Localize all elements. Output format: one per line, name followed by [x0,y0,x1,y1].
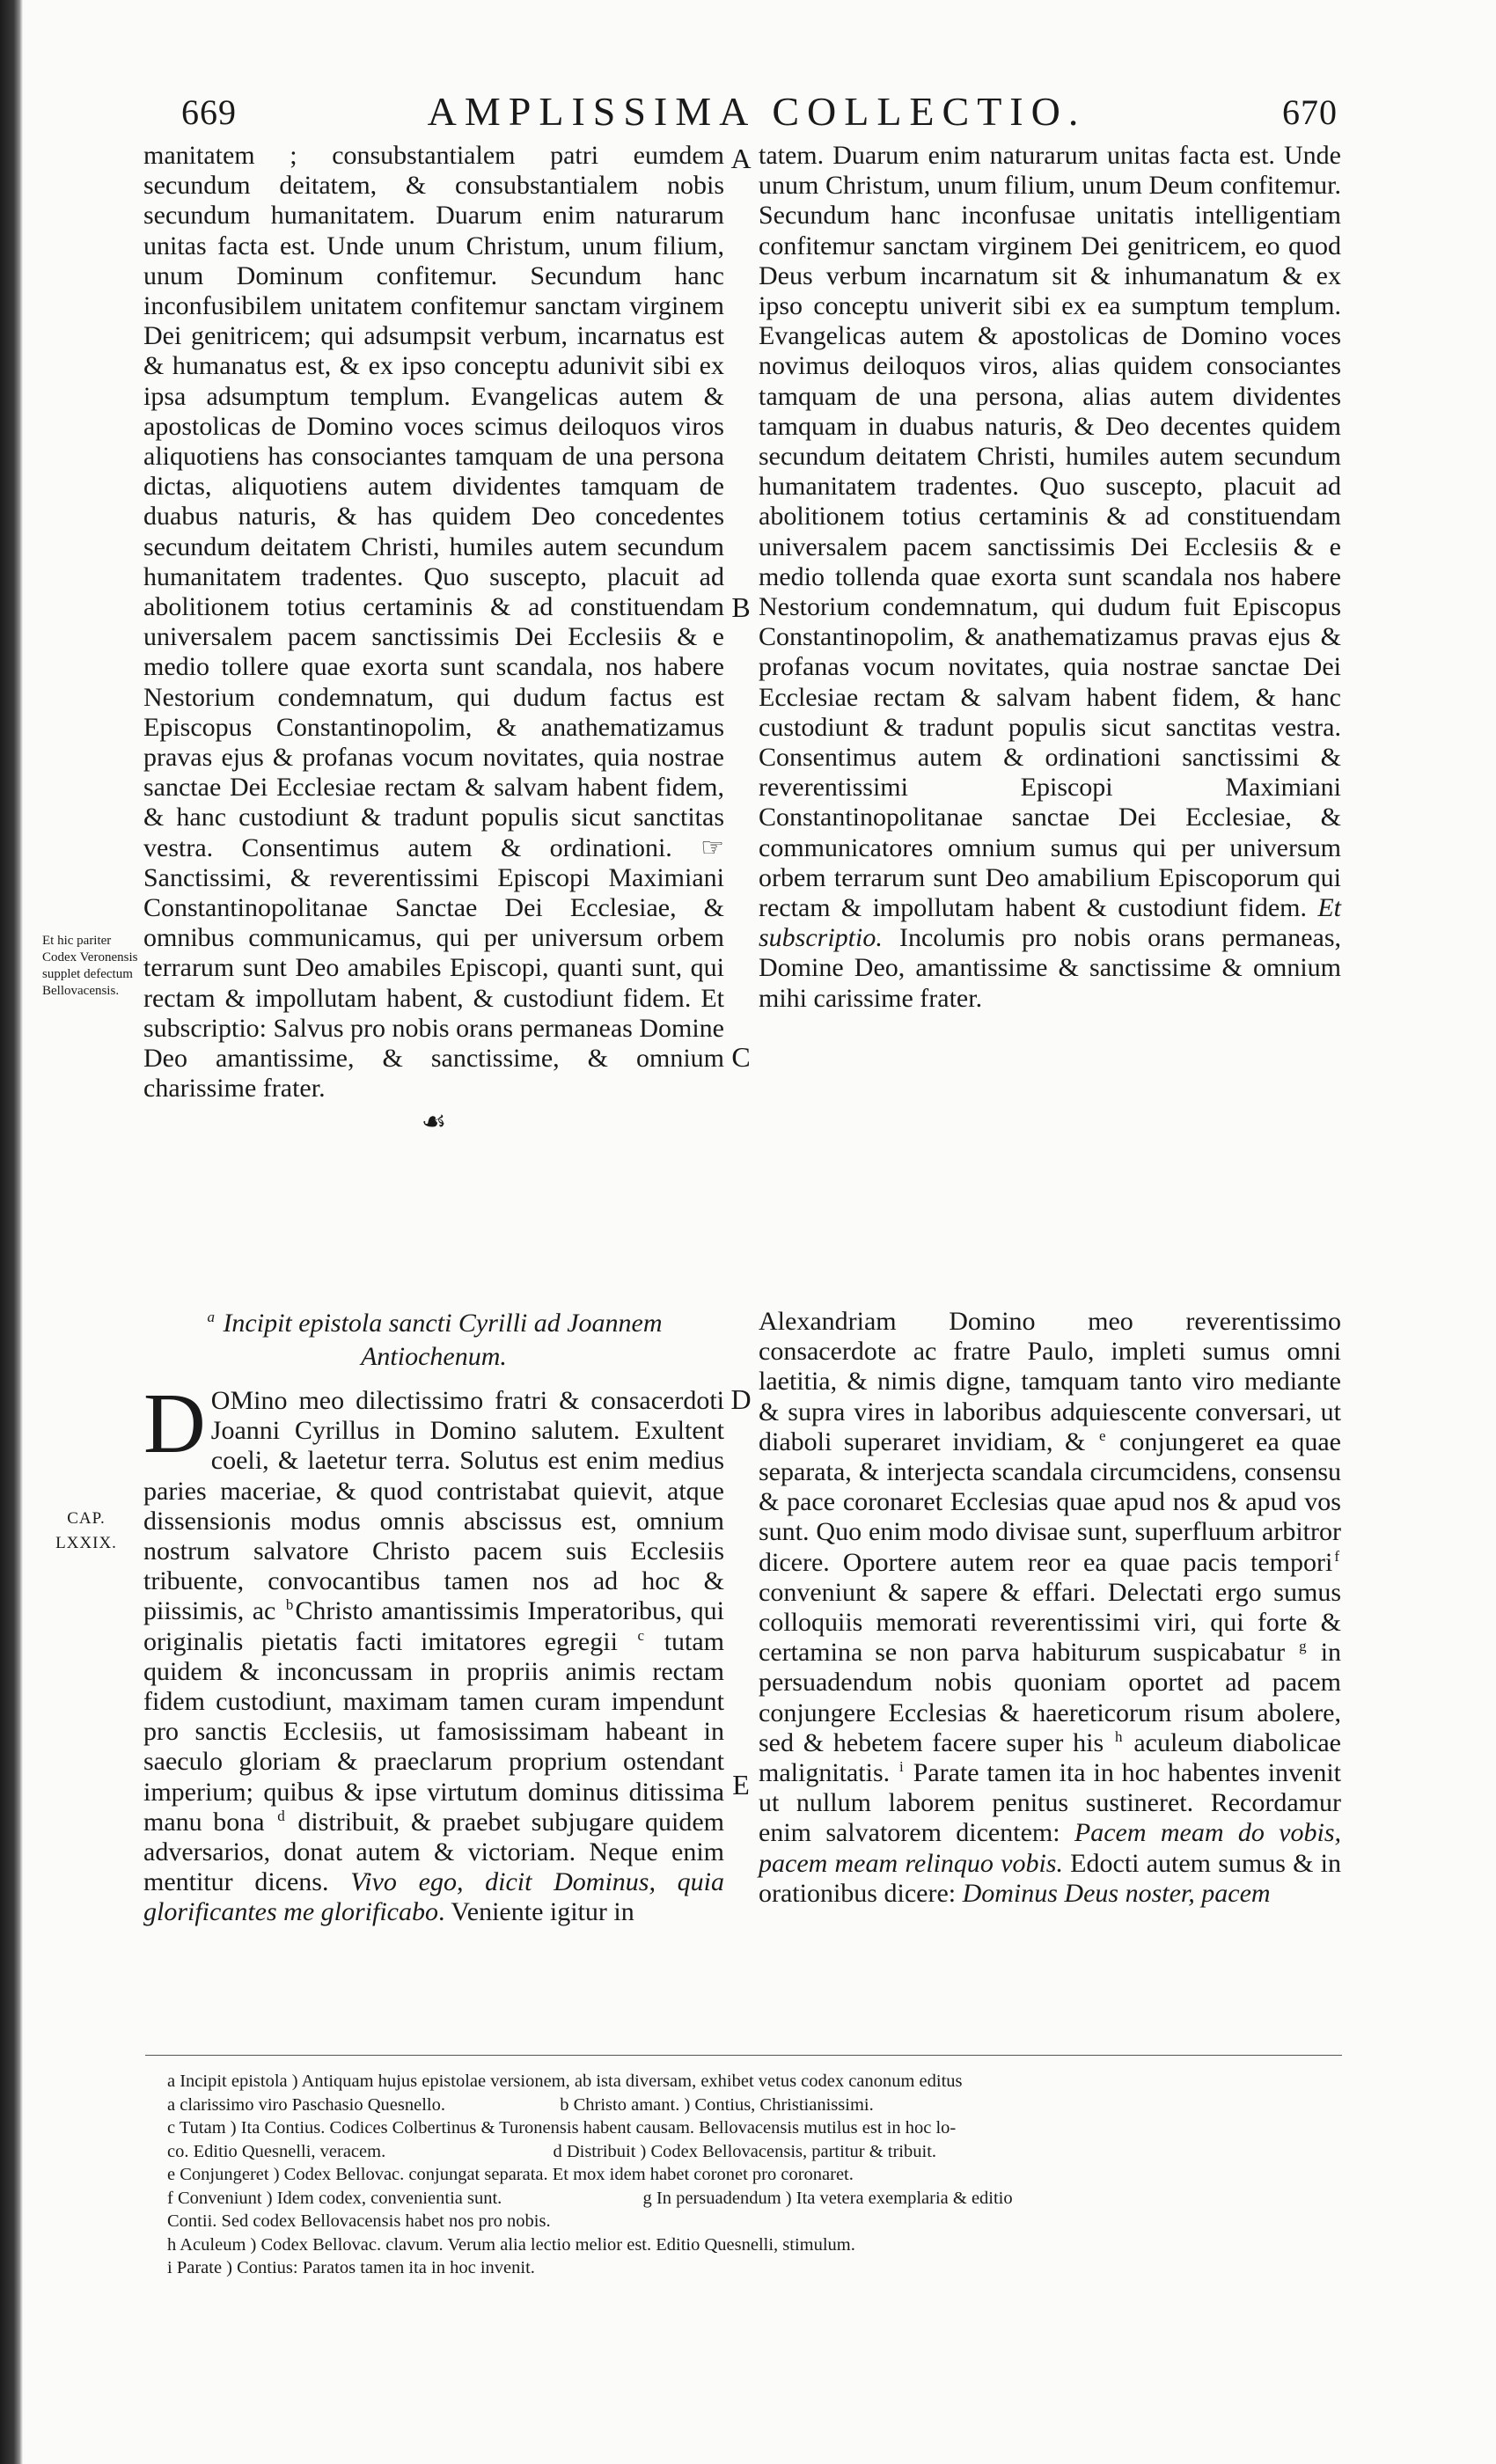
epistle-heading: $^a$ Incipit epistola sancti Cyrilli ad Joannem Antiochenum. [207,1309,663,1371]
column-right-upper [759,141,1341,1014]
column-left-lower [143,1307,724,1928]
footnote-c-cont: co. Editio Quesnelli, veracem. [167,2141,386,2161]
footnote-a-cont: a clarissimo viro Paschasio Quesnello. [167,2094,445,2115]
footnote-d: d Distribuit ) Codex Bellovacensis, partitur & tribuit. [553,2141,937,2161]
footnotes [167,2070,1338,2280]
page-header [150,88,1364,141]
footnote-e: e Conjungeret ) Codex Bellovac. conjungat separata. Et mox idem habet coronet pro coronaret. [167,2165,854,2184]
footnote-h: h Aculeum ) Codex Bellovac. clavum. Verum alia lectio melior est. Editio Quesnelli, stimulum. [167,2234,855,2255]
footnote-c: c Tutam ) Ita Contius. Codices Colbertinus & Turonensis habent causam. Bellovacensis mutilus est in hoc lo- [167,2118,957,2138]
section-letter-a: A [730,143,752,174]
page-number-right: 670 [1282,92,1338,132]
drop-cap: D [143,1376,206,1471]
column-left-upper [143,141,724,1138]
page-number-left: 669 [181,92,237,132]
scripture-quote: Vivo ego, dicit Dominus, quia glorificantes me glorificabo [143,1867,725,1927]
section-letter-e: E [732,1769,750,1800]
margin-note-codex: Et hic pariter Codex Veronensis supplet defectum Bellovacensis. [42,934,138,998]
scripture-quote: Dominus Deus noster, pacem [962,1878,1271,1908]
paragraph: D OMino meo dilectissimo fratri & consacerdoti Joanni Cyrillus in Domino salutem. Exultent coeli, & laetetur terra. Solutus est enim medius paries maceriae, & quod contristabat quievit, atque dissensionis modus omnis abscissus est, omnium nostrum salvatore Christo pacem suis Ecclesiis tribuente, convocantibus tamen nos ad hoc & piissimis, ac $^b$Christo amantissimis Imperatoribus, qui originalis pietatis facti imitatores egregii $^c$ tutam quidem & inconcussam in propriis animis rectam fidem custodiunt, maximam tamen curam impendunt pro sanctis Ecclesiis, ut famosissimam habeant in saeculo gloriam & praeclarum proprium ostendant imperium; quibus & ipse virtutum dominus ditissima manu bona $^d$ distribuit, & praebet subjugare quidem adversarios, donat autem & victoriam. Neque enim mentitur dicens. Vivo ego, dicit Dominus, quia glorificantes me glorificabo. Veniente igitur in [143,1376,725,1927]
footnote-f-g-line [167,2187,1338,2211]
scripture-quote: Pacem meam do vobis, pacem meam relinquo vobis. [759,1818,1342,1878]
manicule-icon: ☙ [421,1104,447,1137]
running-title: AMPLISSIMA COLLECTIO. [427,89,1087,134]
section-letter-c: C [731,1041,751,1073]
footnote-f: f Conveniunt ) Idem codex, convenientia sunt. [167,2188,502,2208]
footnote-g-cont: Contii. Sed codex Bellovacensis habet nos pro nobis. [167,2211,551,2231]
footnote-g: g In persuadendum ) Ita vetera exemplaria & editio [642,2188,1013,2208]
footnote-b: b Christo amant. ) Contius, Christianissimi. [560,2094,874,2115]
book-gutter-shadow [0,0,23,2464]
footnote-a-b-line [167,2094,1338,2117]
paragraph: Alexandriam Domino meo reverentissimo consacerdote ac fratre Paulo, impleti sumus omni laetitia, & nimis digne, tamquam tanto viro mediante & supra vires in laboribus adquiescente conversari, ut diaboli superaret invidiam, & $^e$ conjungeret ea quae separata, & interjecta scandala circumcidens, consensu & pace coronaret Ecclesias quae apud nos & apud vos sunt. Quo enim modo divisae sunt, superfluum arbitror dicere. Oportere autem reor ea quae pacis tempori $^f$ conveniunt & sapere & effari. Delectati ergo sumus colloquiis memorati reverentissimi viri, qui forte & certamina se non parva habiturum suspicabatur $^g$ in persuadendum nobis quoniam oportet ad pacem conjungere Ecclesias & haereticorum risum abolere, sed & hebetem facere super his $^h$ aculeum diabolicae malignitatis. $^i$ Parate tamen ita in hoc habentes invenit ut nullum laborem penitus sustineret. Recordamur enim salvatorem dicentem: Pacem meam do vobis, pacem meam relinquo vobis. Edocti autem sumus & in orationibus dicere: Dominus Deus noster, pacem [759,1307,1342,1908]
subscription-label: Et subscriptio. [759,893,1341,953]
section-letter-d: D [730,1383,752,1415]
paragraph: tatem. Duarum enim naturarum unitas facta est. Unde unum Christum, unum filium, unum Deum confitemur. Secundum hanc inconfusae unitatis intelligentiam confitemur sanctam virginem Dei genitricem, eo quod Deus verbum incarnatum sit & inhumanatum & ex ipso conceptu univerit sibi ex ea sumptum templum. Evangelicas autem & apostolicas de Domino voces novimus deiloquos viros, alias quidem consociantes tamquam de una persona, alias autem dividentes tamquam in duabus naturis, & Deo decentes quidem secundum deitatem Christi, humiles autem secundum humanitatem tradentes. Quo suscepto, placuit ad abolitionem totius certaminis & ad constituendam universalem pacem sanctissimis Dei Ecclesiis & e medio tollenda quae exorta sunt scandala nos habere Nestorium condemnatum, qui dudum fuit Episcopus Constantinopolim, & anathematizamus pravas ejus & profanas vocum novitates, quia nostrae sanctae Dei Ecclesiae rectam & salvam habent fidem, & hanc custodiunt & tradunt populis sicut sanctitas vestra. Consentimus autem & ordinationi sanctissimi & reverentissimi Episcopi Maximiani Constantinopolitanae sanctae Dei Ecclesiae, & communicatores omnium sumus qui per universum orbem terrarum sunt Deo amabilium Episcoporum qui rectam & impollutam habent & custodiunt fidem. Et subscriptio. Incolumis pro nobis orans permaneas, Domine Deo, amantissime & sanctissime & omnium mihi carissime frater. [759,141,1342,1013]
column-right-lower [759,1307,1341,1909]
margin-note-chapter: CAP. LXXIX. [55,1509,117,1552]
paragraph: manitatem ; consubstantialem patri eumdem secundum deitatem, & consubstantialem nobis secundum humanitatem. Duarum enim naturarum unitas facta est. Unde unum Christum, unum filium, unum Dominum confitemur. Secundum hanc inconfusibilem unitatem confitemur sanctam virginem Dei genitricem; qui adsumpsit verbum, incarnatus est & humanatus est, & ex ipso conceptu adunivit sibi ex ipsa adsumptum templum. Evangelicas autem & apostolicas de Domino voces scimus deiloquos viros aliquotiens has consociantes tamquam de una persona dictas, aliquotiens autem dividentes tamquam de duabus naturis, & has quidem Deo concedentes secundum deitatem Christi, humiles autem secundum humanitatem tradentes. Quo suscepto, placuit ad abolitionem totius certaminis & ad constituendam universalem pacem sanctissimis Dei Ecclesiis & e medio tollere quae exorta sunt scandala, nos habere Nestorium condemnatum, qui dudum factus est Episcopus Constantinopolim, & anathematizamus pravas ejus & profanas vocum novitates, quia nostrae sanctae Dei Ecclesiae rectam & salvam habent fidem, & hanc custodiunt & tradunt populis sicut sanctitas vestra. Consentimus autem & ordinationi. ☞ Sanctissimi, & reverentissimi Episcopi Maximiani Constantinopolitanae Sanctae Dei Ecclesiae, & omnibus communicamus, qui per universum orbem terrarum sunt Deo amabiles Episcopi, quanti sunt, qui rectam & impollutam habent, & custodiunt fidem. Et subscriptio: Salvus pro nobis orans permaneas Domine Deo amantissime, & sanctissime, & omnium charissime frater. [143,141,724,1104]
footnote-a: a Incipit epistola ) Antiquam hujus epistolae versionem, ab ista diversam, exhibet vetus codex canonum editus [167,2072,963,2091]
footnote-i: i Parate ) Contius: Paratos tamen ita in hoc invenit. [167,2258,535,2277]
section-letter-b: B [731,591,751,623]
footnote-c-d-line [167,2140,1338,2164]
footnote-rule [145,2055,1342,2056]
